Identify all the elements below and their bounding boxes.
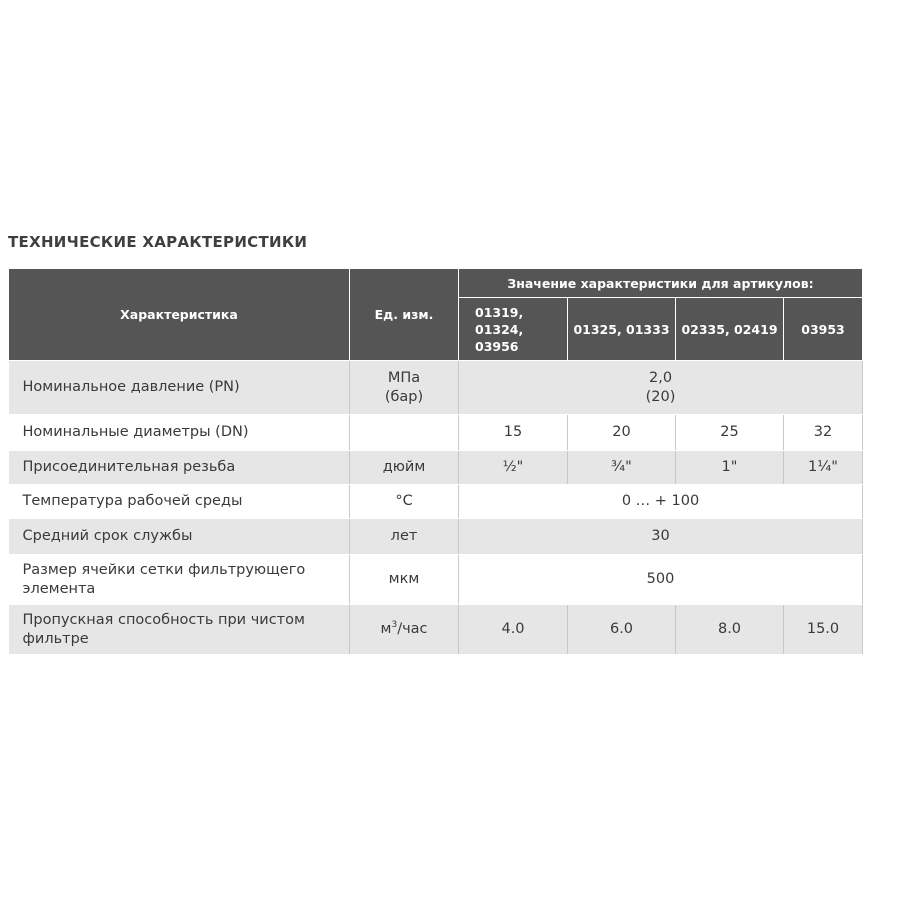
value-line2: (20)	[645, 388, 676, 405]
value-cell: 1"	[676, 451, 784, 485]
row-label	[9, 605, 350, 655]
header-article-1-line2: 01324,	[475, 321, 524, 337]
unit-line1: МПа	[387, 369, 421, 386]
row-service-life	[9, 519, 863, 555]
unit-cell: дюйм	[350, 451, 459, 485]
row-connection-thread	[9, 451, 863, 485]
row-label-line2: фильтре	[22, 630, 89, 647]
value-cell: ½"	[459, 451, 568, 485]
header-article-3: 02335, 02419	[676, 298, 784, 361]
value-line1: 2,0	[648, 369, 673, 386]
header-article-1	[459, 298, 568, 361]
value-cell: 25	[676, 415, 784, 451]
unit-cell: лет	[350, 519, 459, 555]
row-label: Присоединительная резьба	[9, 451, 350, 485]
value-cell: 1¼"	[784, 451, 863, 485]
unit-cell	[350, 415, 459, 451]
unit-cell	[350, 361, 459, 415]
row-label: Номинальное давление (PN)	[9, 361, 350, 415]
value-cell: 6.0	[568, 605, 676, 655]
value-cell: 32	[784, 415, 863, 451]
row-nominal-pressure	[9, 361, 863, 415]
row-working-temperature	[9, 485, 863, 519]
value-cell: 500	[459, 555, 863, 605]
value-cell: 30	[459, 519, 863, 555]
row-flow-capacity	[9, 605, 863, 655]
value-cell: 15	[459, 415, 568, 451]
row-label-line1: Размер ячейки сетки фильтрующего	[22, 561, 306, 578]
row-label-line1: Пропускная способность при чистом	[22, 611, 305, 628]
value-cell: 0 … + 100	[459, 485, 863, 519]
row-nominal-diameters	[9, 415, 863, 451]
row-label	[9, 555, 350, 605]
value-cell: ¾"	[568, 451, 676, 485]
value-cell: 4.0	[459, 605, 568, 655]
unit-base: м	[380, 621, 392, 637]
row-label: Средний срок службы	[9, 519, 350, 555]
header-article-2: 01325, 01333	[568, 298, 676, 361]
row-label-line2: элемента	[22, 580, 96, 597]
row-label: Температура рабочей среды	[9, 485, 350, 519]
row-label: Номинальные диаметры (DN)	[9, 415, 350, 451]
value-cell	[459, 361, 863, 415]
section-title: ТЕХНИЧЕСКИЕ ХАРАКТЕРИСТИКИ	[8, 233, 308, 251]
header-article-1-line3: 03956	[475, 338, 519, 354]
header-characteristic: Характеристика	[9, 269, 350, 361]
unit-cell: °C	[350, 485, 459, 519]
unit-rest: /час	[397, 621, 428, 637]
header-article-4: 03953	[784, 298, 863, 361]
unit-line2: (бар)	[384, 388, 424, 405]
value-cell: 20	[568, 415, 676, 451]
unit-cell	[350, 605, 459, 655]
row-mesh-size	[9, 555, 863, 605]
header-article-values: Значение характеристики для артикулов:	[459, 269, 863, 298]
value-cell: 15.0	[784, 605, 863, 655]
header-article-1-line1: 01319,	[475, 304, 524, 320]
specifications-table	[8, 268, 863, 655]
header-unit: Ед. изм.	[350, 269, 459, 361]
unit-cell: мкм	[350, 555, 459, 605]
unit-superscript: 3	[391, 620, 398, 631]
value-cell: 8.0	[676, 605, 784, 655]
